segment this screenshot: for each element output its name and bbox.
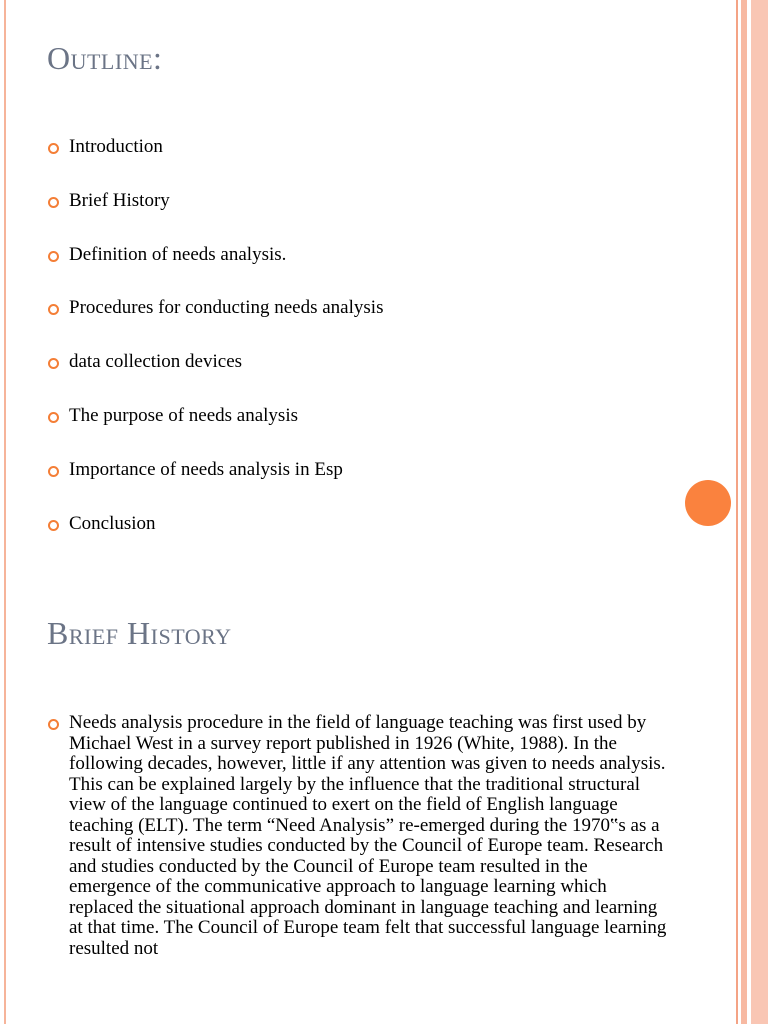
- list-item: [46, 514, 383, 534]
- left-decorative-rule: [4, 0, 6, 1024]
- bullet-icon: [48, 412, 59, 423]
- list-item: [46, 352, 383, 372]
- list-item-text: data collection devices: [69, 351, 243, 373]
- bullet-icon: [48, 304, 59, 315]
- list-item-text: Procedures for conducting needs analysis: [69, 297, 384, 319]
- list-item: [46, 137, 383, 157]
- brief-history-title: Brief History: [47, 615, 232, 651]
- bullet-icon: [48, 251, 59, 262]
- orange-dot-icon: [685, 480, 731, 526]
- right-decorative-stripe: [736, 0, 738, 1024]
- bullet-icon: [48, 143, 59, 154]
- right-decorative-stripe: [751, 0, 768, 1024]
- list-item-text: Importance of needs analysis in Esp: [69, 458, 343, 480]
- history-list: [46, 713, 686, 959]
- list-item: [46, 713, 686, 959]
- list-item: [46, 406, 383, 426]
- list-item-text: Definition of needs analysis.: [69, 243, 287, 265]
- list-item: [46, 460, 383, 480]
- list-item-text: Brief History: [69, 189, 170, 211]
- bullet-icon: [48, 358, 59, 369]
- bullet-icon: [48, 197, 59, 208]
- bullet-icon: [48, 719, 59, 730]
- right-decorative-stripe: [741, 0, 747, 1024]
- history-paragraph: Needs analysis procedure in the field of language teaching was first used by Michael West in a survey report published in 1926 (White, 1988). In the following decades, however, little if any attention was given to needs analysis. This can be explained largely by the influence that the traditional structural view of the language continued to exert on the field of English language teaching (ELT). The term “Need Analysis” re-emerged during the 1970‟s as a result of intensive studies conducted by the Council of Europe team. Research and studies conducted by the Council of Europe team resulted in the emergence of the communicative approach to language learning which replaced the situational approach dominant in language teaching and learning at that time. The Council of Europe team felt that successful language learning resulted not: [69, 712, 667, 959]
- list-item-text: Conclusion: [69, 512, 156, 534]
- list-item: [46, 245, 383, 265]
- list-item-text: The purpose of needs analysis: [69, 404, 298, 426]
- bullet-icon: [48, 520, 59, 531]
- outline-title: Outline:: [47, 40, 163, 76]
- bullet-icon: [48, 466, 59, 477]
- list-item: [46, 191, 383, 211]
- list-item-text: Introduction: [69, 136, 163, 157]
- list-item: [46, 298, 383, 318]
- outline-list: [46, 137, 383, 567]
